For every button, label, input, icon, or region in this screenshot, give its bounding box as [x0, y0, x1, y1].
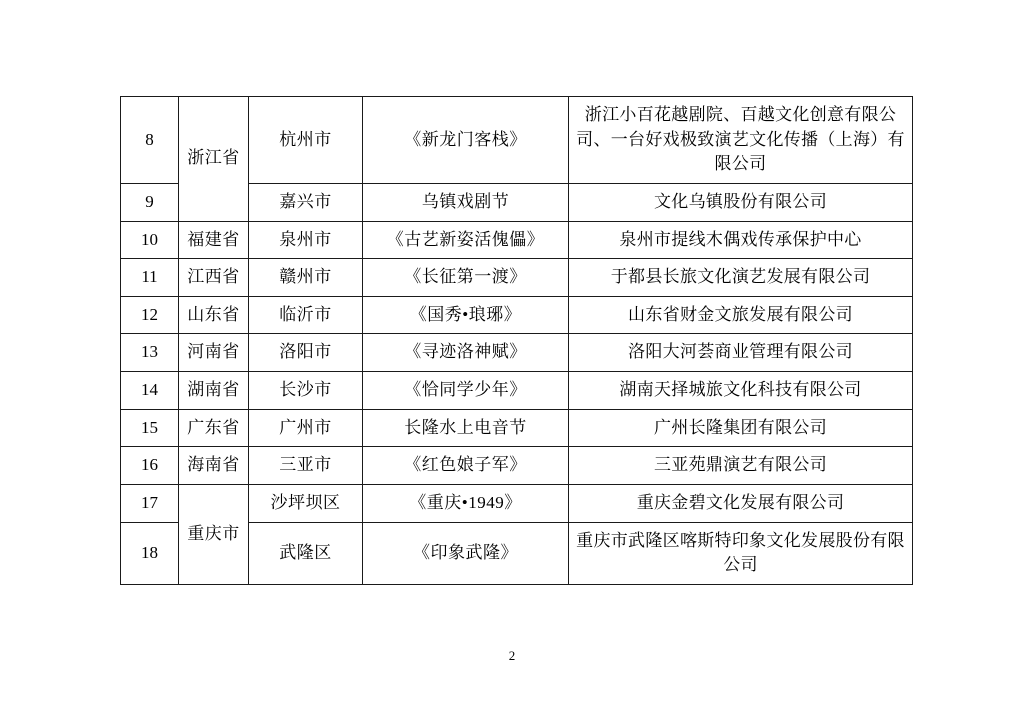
cell-city: 武隆区 [249, 522, 363, 584]
cell-organization: 文化乌镇股份有限公司 [569, 183, 913, 221]
table-body [121, 97, 913, 585]
cell-program-name: 《恰同学少年》 [363, 372, 569, 410]
cell-city: 长沙市 [249, 372, 363, 410]
cell-province: 广东省 [179, 409, 249, 447]
cell-sequence-number: 12 [121, 296, 179, 334]
cell-sequence-number: 14 [121, 372, 179, 410]
table-row [121, 485, 913, 523]
cell-city: 临沂市 [249, 296, 363, 334]
cell-program-name: 乌镇戏剧节 [363, 183, 569, 221]
cell-province: 湖南省 [179, 372, 249, 410]
cell-sequence-number: 9 [121, 183, 179, 221]
cell-sequence-number: 15 [121, 409, 179, 447]
table-row [121, 221, 913, 259]
cell-organization: 浙江小百花越剧院、百越文化创意有限公司、一台好戏极致演艺文化传播（上海）有限公司 [569, 97, 913, 184]
cell-program-name: 《古艺新姿活傀儡》 [363, 221, 569, 259]
cell-sequence-number: 17 [121, 485, 179, 523]
cell-program-name: 《新龙门客栈》 [363, 97, 569, 184]
cell-city: 广州市 [249, 409, 363, 447]
cell-city: 泉州市 [249, 221, 363, 259]
cell-city: 杭州市 [249, 97, 363, 184]
table-container [120, 96, 912, 585]
cell-province: 海南省 [179, 447, 249, 485]
cell-city: 嘉兴市 [249, 183, 363, 221]
projects-table [120, 96, 913, 585]
cell-province: 江西省 [179, 259, 249, 297]
cell-organization: 重庆市武隆区喀斯特印象文化发展股份有限公司 [569, 522, 913, 584]
cell-province: 浙江省 [179, 97, 249, 222]
cell-program-name: 《国秀•琅琊》 [363, 296, 569, 334]
table-row [121, 372, 913, 410]
cell-province: 山东省 [179, 296, 249, 334]
table-row [121, 447, 913, 485]
cell-sequence-number: 18 [121, 522, 179, 584]
cell-province: 河南省 [179, 334, 249, 372]
table-row [121, 259, 913, 297]
cell-organization: 山东省财金文旅发展有限公司 [569, 296, 913, 334]
cell-sequence-number: 8 [121, 97, 179, 184]
cell-city: 洛阳市 [249, 334, 363, 372]
cell-city: 赣州市 [249, 259, 363, 297]
table-row [121, 334, 913, 372]
cell-organization: 三亚苑鼎演艺有限公司 [569, 447, 913, 485]
table-row [121, 97, 913, 184]
cell-program-name: 《寻迹洛神赋》 [363, 334, 569, 372]
cell-sequence-number: 11 [121, 259, 179, 297]
cell-organization: 广州长隆集团有限公司 [569, 409, 913, 447]
cell-sequence-number: 13 [121, 334, 179, 372]
cell-city: 沙坪坝区 [249, 485, 363, 523]
cell-organization: 洛阳大河荟商业管理有限公司 [569, 334, 913, 372]
cell-program-name: 长隆水上电音节 [363, 409, 569, 447]
cell-province: 福建省 [179, 221, 249, 259]
cell-organization: 泉州市提线木偶戏传承保护中心 [569, 221, 913, 259]
table-row [121, 409, 913, 447]
cell-city: 三亚市 [249, 447, 363, 485]
cell-program-name: 《长征第一渡》 [363, 259, 569, 297]
cell-organization: 重庆金碧文化发展有限公司 [569, 485, 913, 523]
cell-program-name: 《印象武隆》 [363, 522, 569, 584]
table-row [121, 296, 913, 334]
cell-sequence-number: 10 [121, 221, 179, 259]
page-number: 2 [508, 648, 516, 663]
cell-program-name: 《红色娘子军》 [363, 447, 569, 485]
cell-organization: 湖南天择城旅文化科技有限公司 [569, 372, 913, 410]
cell-program-name: 《重庆•1949》 [363, 485, 569, 523]
cell-sequence-number: 16 [121, 447, 179, 485]
cell-province: 重庆市 [179, 485, 249, 585]
cell-organization: 于都县长旅文化演艺发展有限公司 [569, 259, 913, 297]
